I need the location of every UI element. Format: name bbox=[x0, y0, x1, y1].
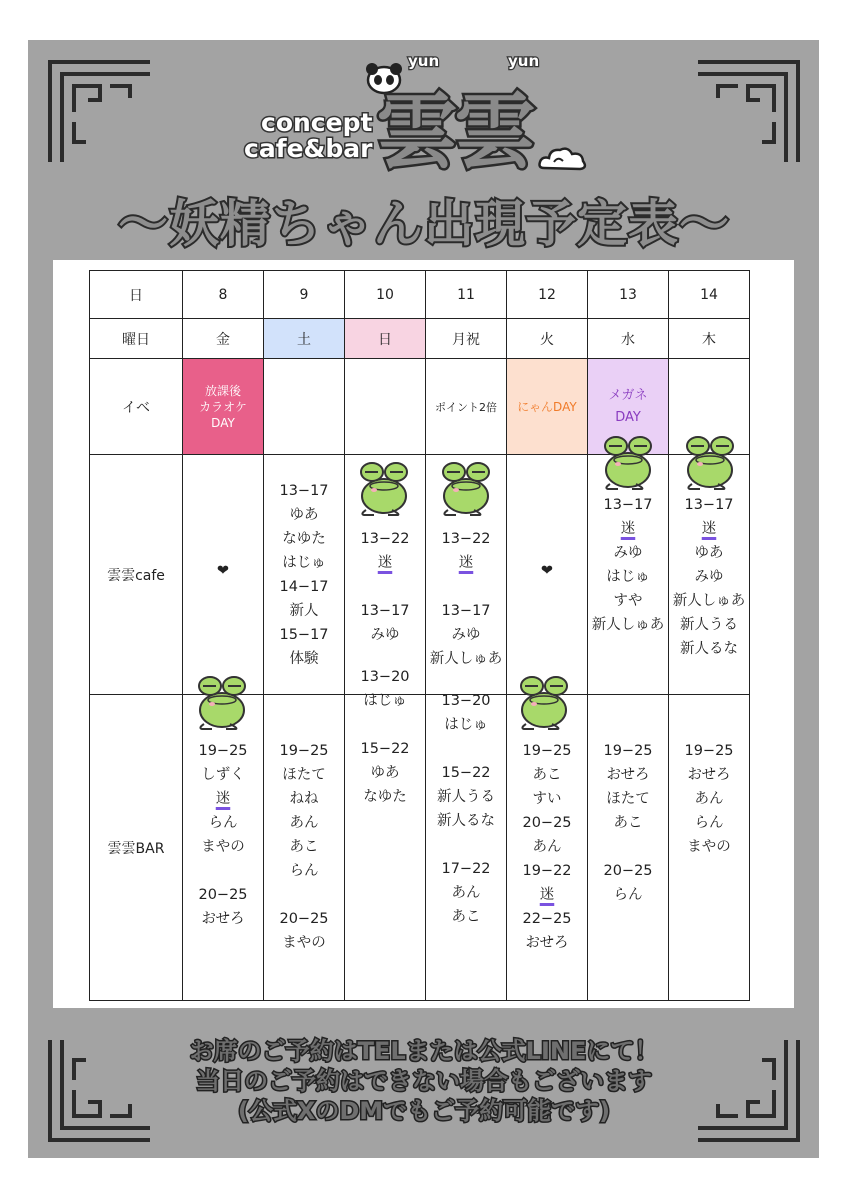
schedule-entry bbox=[345, 575, 425, 599]
bar-row bbox=[90, 695, 750, 1001]
schedule-entry: 新人るな bbox=[680, 641, 738, 657]
schedule-entry: 19−25 bbox=[279, 743, 329, 759]
event-line: カラオケ bbox=[199, 399, 247, 414]
event-cell bbox=[507, 359, 588, 455]
schedule-entry: おせろ bbox=[606, 767, 650, 783]
day-cell: 13 bbox=[588, 271, 669, 319]
schedule-entry: すい bbox=[532, 791, 562, 807]
schedule-entry: なゆた bbox=[282, 531, 326, 547]
row-label-weekday: 曜日 bbox=[90, 319, 183, 359]
day-cell: 10 bbox=[345, 271, 426, 319]
schedule-entry: すや bbox=[613, 593, 643, 609]
schedule-entry: おせろ bbox=[687, 767, 731, 783]
schedule-entry: 20−25 bbox=[198, 887, 248, 903]
frog-sticker-icon bbox=[678, 432, 742, 490]
notice-line-2: 当日のご予約はできない場合もございます bbox=[196, 1067, 652, 1095]
heart-icon: ❤ bbox=[540, 563, 554, 579]
schedule-entry: まやの bbox=[687, 839, 731, 855]
event-cell-empty bbox=[264, 359, 345, 455]
brand-line-1: concept bbox=[261, 108, 373, 137]
brand-subtitle bbox=[244, 110, 372, 162]
schedule-entry: 15−17 bbox=[279, 627, 329, 643]
event-line: ポイント2倍 bbox=[435, 400, 497, 414]
schedule-entry: 13−20 bbox=[360, 669, 410, 685]
schedule-entry bbox=[426, 737, 506, 761]
schedule-entry: らん bbox=[289, 863, 319, 879]
schedule-entry: 新人 bbox=[289, 603, 319, 619]
heart-icon: ❤ bbox=[216, 563, 230, 579]
corner-ornament-top-left bbox=[40, 52, 160, 172]
schedule-entry: なゆた bbox=[363, 789, 407, 805]
notice-line-3: (公式XのDMでもご予約可能です) bbox=[237, 1097, 611, 1125]
day-cell: 11 bbox=[426, 271, 507, 319]
schedule-entry: 迷 bbox=[377, 555, 393, 571]
schedule-entry: 13−22 bbox=[441, 531, 491, 547]
schedule-entry: ゆあ bbox=[370, 765, 400, 781]
weekday-cell-sunday: 日 bbox=[345, 319, 426, 359]
schedule-entry: みゆ bbox=[451, 627, 481, 643]
schedule-entry: みゆ bbox=[613, 545, 643, 561]
bar-cell bbox=[507, 695, 588, 1001]
reservation-notice bbox=[0, 1036, 848, 1126]
schedule-entry: 13−17 bbox=[360, 603, 410, 619]
schedule-entry: ゆあ bbox=[694, 545, 724, 561]
row-label-event: イベ bbox=[90, 359, 183, 455]
schedule-entry: 22−25 bbox=[522, 911, 572, 927]
schedule-entry: 19−25 bbox=[603, 743, 653, 759]
schedule-entry: おせろ bbox=[525, 935, 569, 951]
schedule-entry: 17−22 bbox=[441, 861, 491, 877]
schedule-entry: あん bbox=[451, 885, 481, 901]
event-cell bbox=[183, 359, 264, 455]
row-label-day: 日 bbox=[90, 271, 183, 319]
schedule-entry: まやの bbox=[201, 839, 245, 855]
schedule-entry: 新人うる bbox=[680, 617, 738, 633]
schedule-entry: 19−25 bbox=[522, 743, 572, 759]
bar-cell bbox=[426, 695, 507, 1001]
schedule-entry: 迷 bbox=[539, 887, 555, 903]
bar-cell bbox=[588, 695, 669, 1001]
schedule-entry: はじゅ bbox=[282, 555, 326, 571]
weekday-cell: 水 bbox=[588, 319, 669, 359]
row-label-bar: 雲雲BAR bbox=[90, 695, 183, 1001]
notice-line-1: お席のご予約はTELまたは公式LINEにて！ bbox=[189, 1037, 659, 1065]
schedule-table bbox=[89, 270, 750, 1001]
weekday-cell: 木 bbox=[669, 319, 750, 359]
schedule-entry: 20−25 bbox=[603, 863, 653, 879]
frog-sticker-icon bbox=[352, 458, 416, 516]
frog-sticker-icon bbox=[596, 432, 660, 490]
schedule-entry: 13−17 bbox=[684, 497, 734, 513]
schedule-entry: 新人うる bbox=[437, 789, 495, 805]
schedule-entry: らん bbox=[694, 815, 724, 831]
schedule-entry: 14−17 bbox=[279, 579, 329, 595]
schedule-entry bbox=[588, 835, 668, 859]
schedule-entry: はじゅ bbox=[444, 717, 488, 733]
bar-cell bbox=[345, 669, 426, 1001]
schedule-entry: あこ bbox=[289, 839, 319, 855]
schedule-entry bbox=[183, 859, 263, 883]
event-cell bbox=[426, 359, 507, 455]
schedule-entry: ゆあ bbox=[289, 507, 319, 523]
schedule-entry: 新人しゅあ bbox=[429, 651, 503, 667]
cafe-cell bbox=[264, 455, 345, 695]
schedule-entry: はじゅ bbox=[363, 693, 407, 709]
frog-sticker-icon bbox=[190, 672, 254, 730]
schedule-entry: 20−25 bbox=[522, 815, 572, 831]
schedule-entry bbox=[345, 713, 425, 737]
event-line: DAY bbox=[211, 415, 235, 430]
schedule-entry: あん bbox=[694, 791, 724, 807]
cloud-icon bbox=[536, 144, 588, 176]
schedule-entry: おせろ bbox=[201, 911, 245, 927]
schedule-entry bbox=[426, 575, 506, 599]
schedule-entry: 迷 bbox=[458, 555, 474, 571]
bar-cell bbox=[669, 695, 750, 1001]
schedule-entry: 20−25 bbox=[279, 911, 329, 927]
schedule-entry: 新人るな bbox=[437, 813, 495, 829]
schedule-entry: 迷 bbox=[620, 521, 636, 537]
event-cell-empty bbox=[345, 359, 426, 455]
schedule-entry: まやの bbox=[282, 935, 326, 951]
day-cell: 14 bbox=[669, 271, 750, 319]
brand-line-2: cafe&bar bbox=[244, 134, 373, 163]
weekday-row bbox=[90, 319, 750, 359]
row-label-cafe: 雲雲cafe bbox=[90, 455, 183, 695]
schedule-entry: 13−17 bbox=[603, 497, 653, 513]
bar-cell bbox=[264, 695, 345, 1001]
schedule-entry: 新人しゅあ bbox=[591, 617, 665, 633]
schedule-entry: はじゅ bbox=[606, 569, 650, 585]
schedule-entry: 体験 bbox=[289, 651, 319, 667]
cafe-cell bbox=[507, 455, 588, 695]
schedule-entry bbox=[426, 833, 506, 857]
cafe-cell bbox=[183, 455, 264, 695]
brand-logo bbox=[236, 52, 596, 180]
cafe-row bbox=[90, 455, 750, 695]
schedule-entry: ねね bbox=[289, 791, 319, 807]
schedule-entry: 迷 bbox=[701, 521, 717, 537]
schedule-entry bbox=[264, 883, 344, 907]
schedule-entry: 13−22 bbox=[360, 531, 410, 547]
day-cell: 12 bbox=[507, 271, 588, 319]
schedule-entry: 13−17 bbox=[279, 483, 329, 499]
weekday-cell: 火 bbox=[507, 319, 588, 359]
brand-kanji: 雲雲 bbox=[376, 85, 533, 180]
schedule-entry: ほたて bbox=[282, 767, 326, 783]
event-line: 放課後 bbox=[204, 383, 241, 398]
schedule-entry: みゆ bbox=[694, 569, 724, 585]
schedule-entry: らん bbox=[208, 815, 238, 831]
schedule-entry: らん bbox=[613, 887, 643, 903]
event-line: メガネ bbox=[608, 387, 648, 403]
corner-ornament-top-right bbox=[688, 52, 808, 172]
weekday-cell: 月祝 bbox=[426, 319, 507, 359]
schedule-entry: あこ bbox=[613, 815, 643, 831]
day-row bbox=[90, 271, 750, 319]
cafe-cell bbox=[588, 455, 669, 695]
schedule-entry: ほたて bbox=[606, 791, 650, 807]
day-cell: 8 bbox=[183, 271, 264, 319]
schedule-entry: 15−22 bbox=[360, 741, 410, 757]
weekday-cell-saturday: 土 bbox=[264, 319, 345, 359]
day-cell: 9 bbox=[264, 271, 345, 319]
schedule-entry: あこ bbox=[451, 909, 481, 925]
schedule-entry: 19−22 bbox=[522, 863, 572, 879]
schedule-entry: しずく bbox=[201, 767, 245, 783]
schedule-entry: 迷 bbox=[215, 791, 231, 807]
schedule-entry: 19−25 bbox=[198, 743, 248, 759]
schedule-entry: あん bbox=[532, 839, 562, 855]
event-line: にゃんDAY bbox=[517, 400, 577, 414]
schedule-entry: みゆ bbox=[370, 627, 400, 643]
bar-cell bbox=[183, 695, 264, 1001]
yun-left-label: yun bbox=[408, 52, 440, 70]
schedule-entry: あこ bbox=[532, 767, 562, 783]
schedule-entry: 13−17 bbox=[441, 603, 491, 619]
yun-right-label: yun bbox=[508, 52, 540, 70]
schedule-entry: 15−22 bbox=[441, 765, 491, 781]
frog-sticker-icon bbox=[434, 458, 498, 516]
schedule-entry: あん bbox=[289, 815, 319, 831]
weekday-cell: 金 bbox=[183, 319, 264, 359]
frog-sticker-icon bbox=[512, 672, 576, 730]
cafe-cell bbox=[669, 455, 750, 695]
schedule-entry: 13−20 bbox=[441, 693, 491, 709]
schedule-entry: 新人しゅあ bbox=[672, 593, 746, 609]
page-title: 〜妖精ちゃん出現予定表〜 bbox=[118, 195, 730, 253]
schedule-entry: 19−25 bbox=[684, 743, 734, 759]
event-line: DAY bbox=[615, 409, 641, 425]
